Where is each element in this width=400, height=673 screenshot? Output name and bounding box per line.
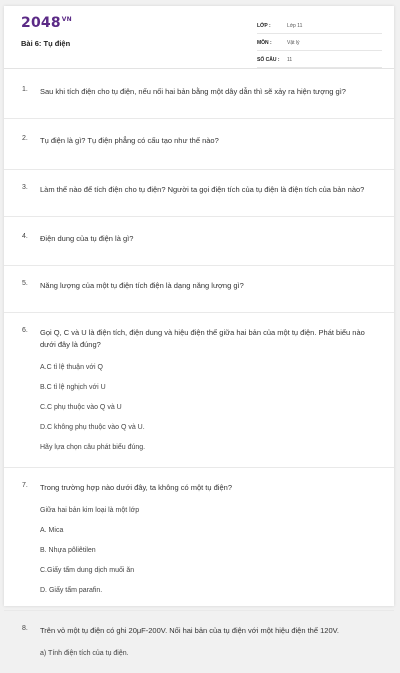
lesson-title: Bài 6: Tụ điện bbox=[21, 39, 71, 48]
question-item bbox=[4, 119, 394, 170]
answer-option[interactable]: A. Mica bbox=[40, 527, 64, 534]
worksheet-header bbox=[4, 6, 394, 69]
question-text: Năng lượng của một tụ điện tích điện là dạng năng lượng gì? bbox=[40, 281, 244, 290]
answer-option[interactable]: A.C tỉ lệ thuận với Q bbox=[40, 364, 103, 371]
question-item bbox=[4, 68, 394, 119]
question-stem: Giữa hai bản kim loại là một lớp bbox=[40, 507, 140, 514]
logo-text: 2048 bbox=[21, 15, 61, 31]
meta-value: 11 bbox=[287, 57, 293, 63]
question-number: 1. bbox=[22, 86, 28, 93]
sub-question: a) Tính điện tích của tụ điện. bbox=[40, 650, 129, 657]
answer-option[interactable]: C.C phụ thuộc vào Q và U bbox=[40, 404, 122, 411]
question-number: 4. bbox=[22, 233, 28, 240]
question-item bbox=[4, 217, 394, 266]
meta-row-class bbox=[257, 19, 382, 34]
question-note: Hãy lựa chọn câu phát biểu đúng. bbox=[40, 444, 146, 451]
logo-suffix: VN bbox=[61, 16, 72, 24]
question-number: 2. bbox=[22, 135, 28, 142]
answer-option[interactable]: B. Nhựa pôliêtilen bbox=[40, 547, 96, 554]
site-logo[interactable] bbox=[21, 15, 72, 31]
question-item bbox=[4, 468, 394, 611]
question-item bbox=[4, 266, 394, 313]
question-item bbox=[4, 611, 394, 673]
question-text: Trong trường hợp nào dưới đây, ta không có một tụ điện? bbox=[40, 483, 232, 492]
question-text: Trên vỏ một tụ điện có ghi 20μF-200V. Nối hai bản của tụ điện với một hiệu điện thế 120V. bbox=[40, 626, 340, 635]
worksheet-page bbox=[4, 6, 394, 657]
meta-label: MÔN : bbox=[257, 40, 272, 46]
meta-label: LỚP : bbox=[257, 23, 271, 29]
meta-label: SỐ CÂU : bbox=[257, 57, 280, 63]
question-list bbox=[4, 68, 394, 673]
question-text: Tụ điện là gì? Tụ điện phẳng có cấu tạo như thế nào? bbox=[40, 136, 219, 145]
question-item bbox=[4, 170, 394, 217]
question-number: 8. bbox=[22, 625, 28, 632]
answer-option[interactable]: C.Giấy tẩm dung dịch muối ăn bbox=[40, 567, 135, 574]
answer-option[interactable]: D. Giấy tẩm parafin. bbox=[40, 587, 103, 594]
question-text: Làm thế nào để tích điện cho tụ điện? Người ta gọi điện tích của tụ điện là điện tích của bản nào? bbox=[40, 185, 365, 194]
question-number: 6. bbox=[22, 327, 28, 334]
meta-row-count bbox=[257, 53, 382, 68]
meta-value: Lớp 11 bbox=[287, 23, 303, 29]
question-number: 7. bbox=[22, 482, 28, 489]
question-text: Điện dung của tụ điện là gì? bbox=[40, 234, 134, 243]
meta-row-subject bbox=[257, 36, 382, 51]
meta-info bbox=[257, 19, 382, 70]
question-text: Sau khi tích điện cho tụ điện, nếu nối hai bản bằng một dây dẫn thì sẽ xảy ra hiện tượng gì? bbox=[40, 87, 346, 96]
question-item bbox=[4, 313, 394, 468]
question-text: Gọi Q, C và U là điện tích, điện dung và hiệu điện thế giữa hai bản của một tụ điện. Phát biểu nào dưới đây là đúng? bbox=[40, 328, 365, 349]
answer-option[interactable]: B.C tỉ lệ nghịch với U bbox=[40, 384, 106, 391]
meta-value: Vật lý bbox=[287, 40, 300, 46]
question-number: 3. bbox=[22, 184, 28, 191]
answer-option[interactable]: D.C không phụ thuộc vào Q và U. bbox=[40, 424, 145, 431]
question-number: 5. bbox=[22, 280, 28, 287]
